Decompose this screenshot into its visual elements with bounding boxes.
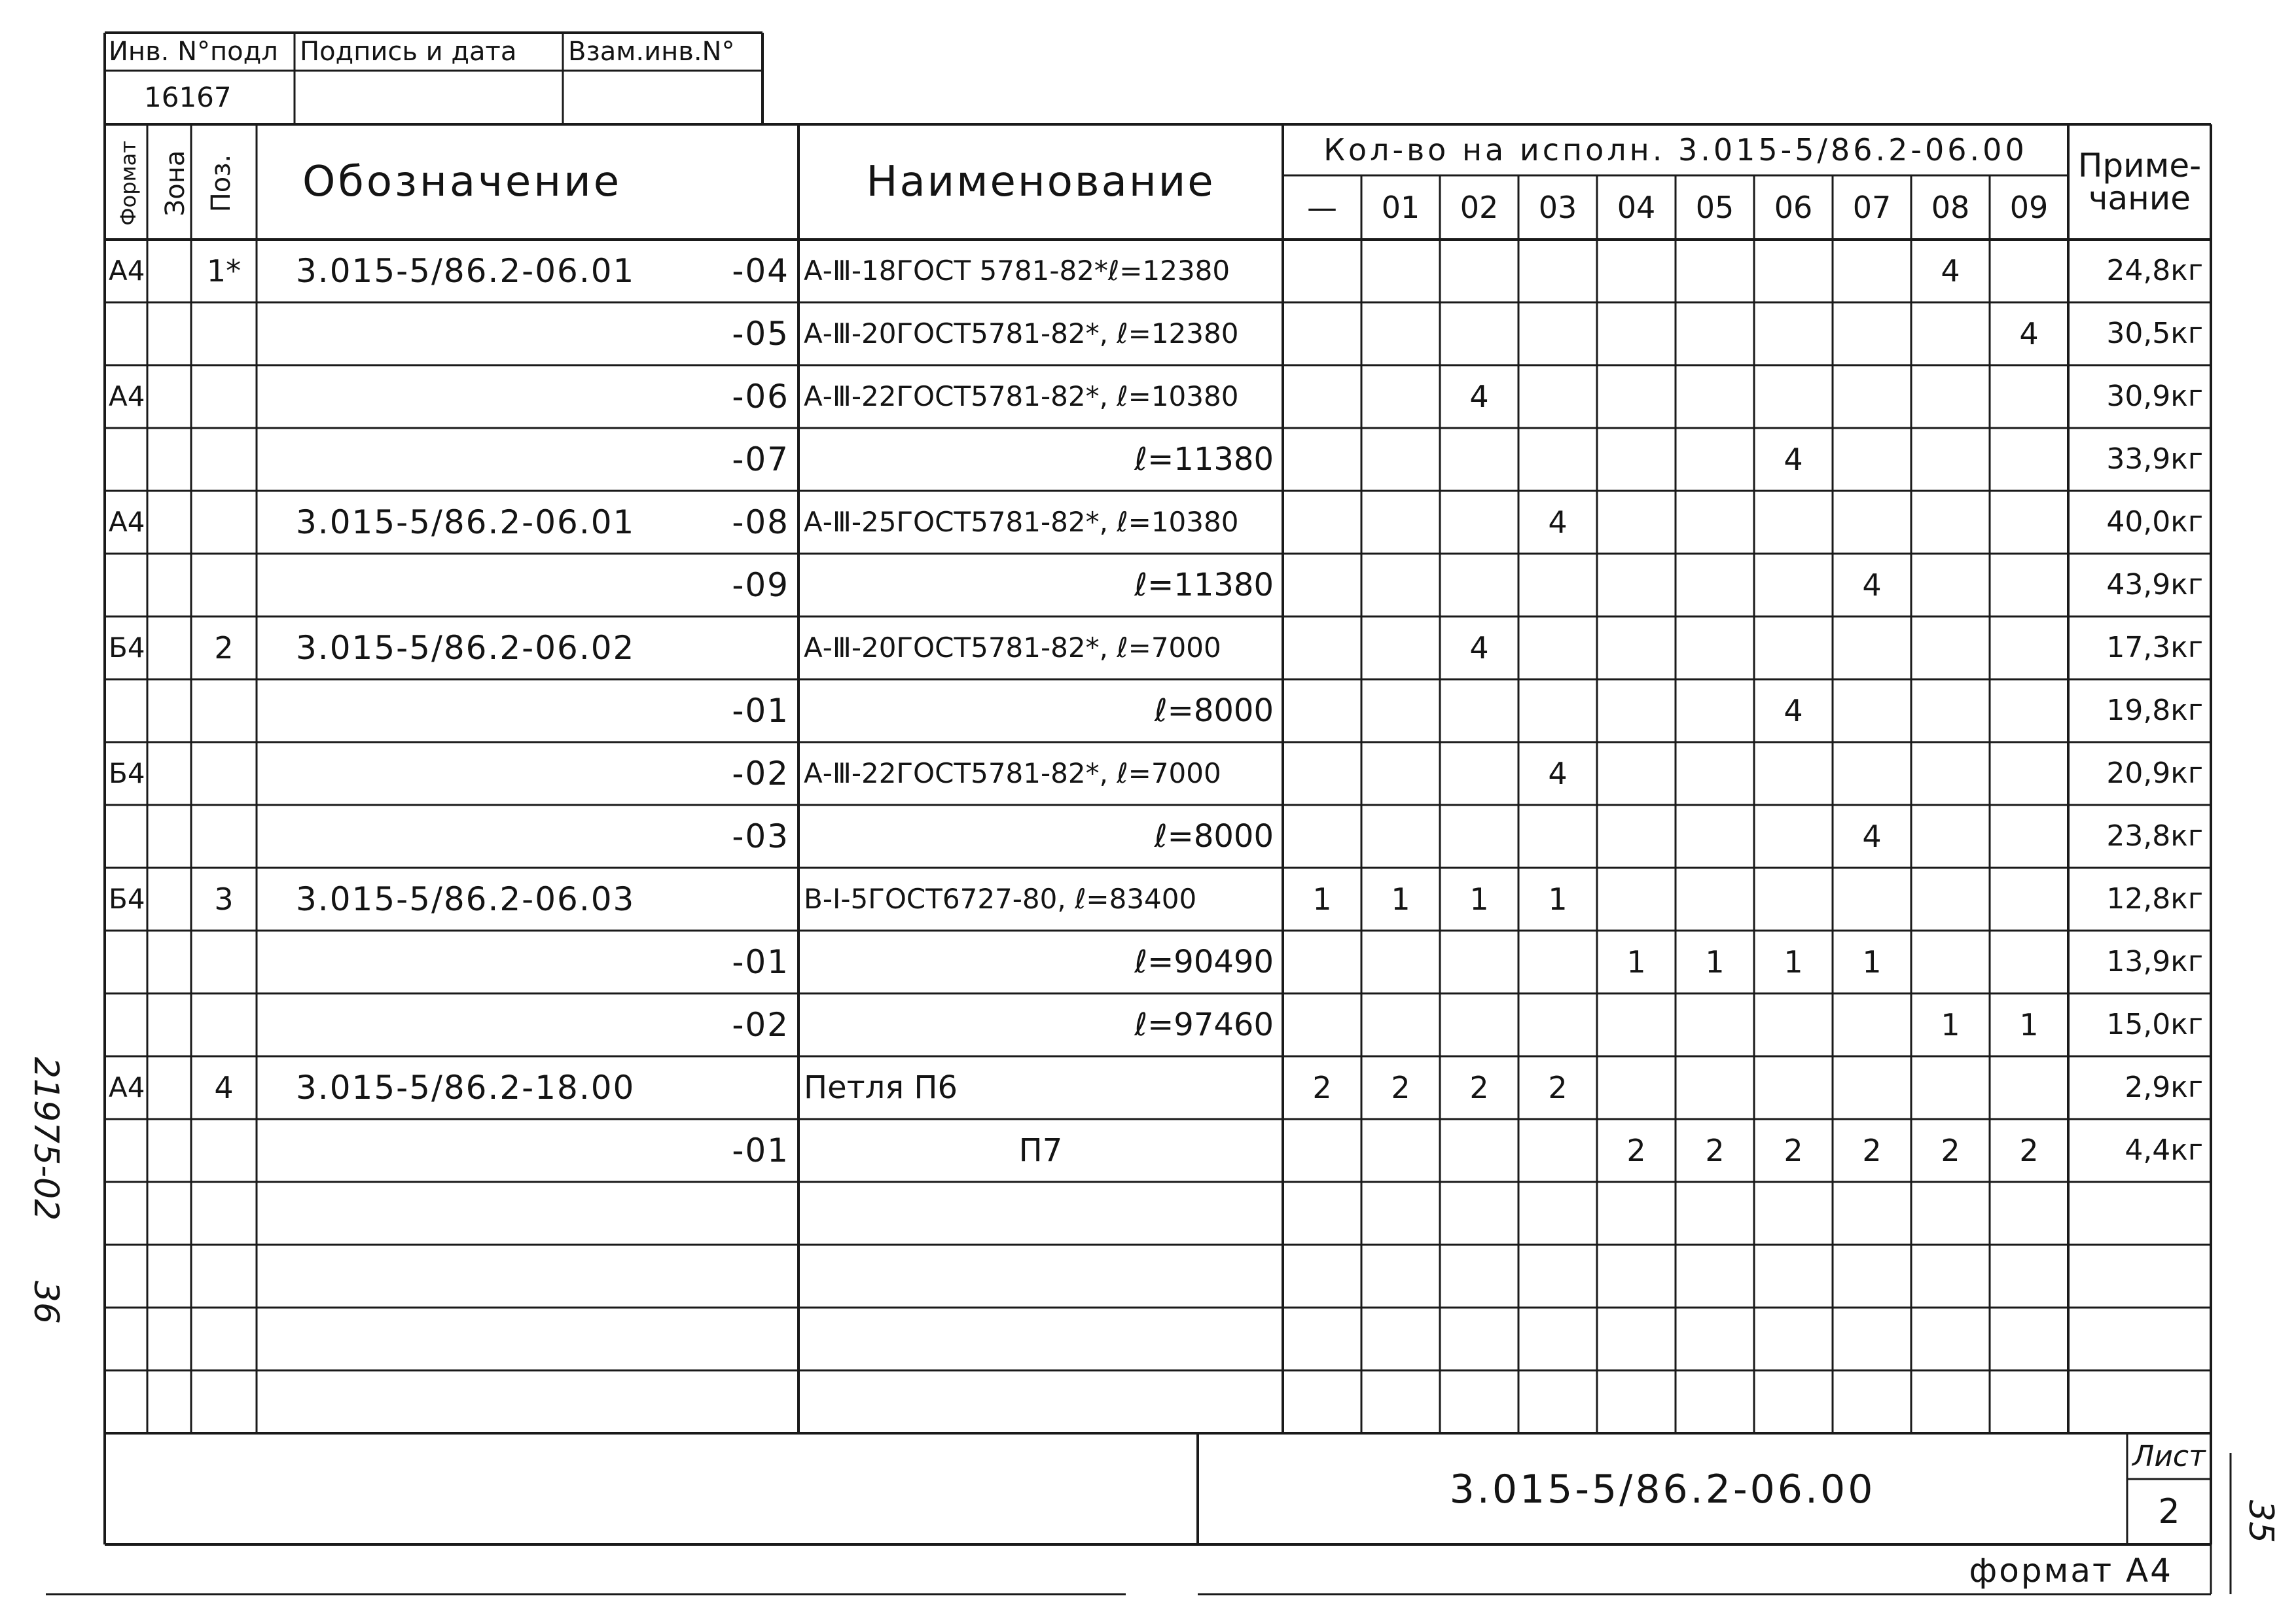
header-ispoln-7: 07 <box>1852 190 1892 225</box>
footer-list-label: Лист <box>2132 1440 2206 1473</box>
row-qty-2: 4 <box>1469 379 1489 414</box>
header-ispoln-6: 06 <box>1774 190 1813 225</box>
row-qty-9: 1 <box>2019 1007 2039 1043</box>
row-qty-6: 4 <box>1784 442 1803 477</box>
margin-left-page: 36 <box>26 1280 65 1325</box>
row-oboznachenie: 3.015-5/86.2-06.02 <box>296 629 636 667</box>
row-primechanie: 30,9кг <box>2106 380 2203 413</box>
row-primechanie: 4,4кг <box>2125 1133 2203 1167</box>
header-ispoln-1: 01 <box>1381 190 1420 225</box>
row-naimenovanie: В-I-5ГОСТ6727-80, ℓ=83400 <box>804 883 1197 915</box>
row-format: Б4 <box>109 883 145 915</box>
row-suffix: -02 <box>732 755 789 793</box>
row-qty-7: 4 <box>1862 567 1882 603</box>
row-qty-9: 2 <box>2019 1133 2039 1168</box>
row-suffix: -04 <box>732 252 789 290</box>
row-suffix: -01 <box>732 943 789 981</box>
row-oboznachenie: 3.015-5/86.2-18.00 <box>296 1069 636 1107</box>
row-qty-2: 4 <box>1469 630 1489 666</box>
row-qty-3: 2 <box>1548 1070 1568 1105</box>
row-poz: 1* <box>206 253 242 289</box>
row-qty-3: 4 <box>1548 756 1568 791</box>
row-naimenovanie: А-Ⅲ-22ГОСТ5781-82*, ℓ=7000 <box>804 757 1221 789</box>
row-qty-3: 1 <box>1548 882 1568 917</box>
header-ispoln-5: 05 <box>1695 190 1734 225</box>
row-poz: 4 <box>214 1070 234 1105</box>
row-format: Б4 <box>109 632 145 664</box>
header-ispoln-4: 04 <box>1617 190 1656 225</box>
footer-doc-code: 3.015-5/86.2-06.00 <box>1449 1467 1876 1512</box>
row-primechanie: 13,9кг <box>2106 945 2203 978</box>
header-prim: Приме-чание <box>2077 147 2202 217</box>
row-naimenovanie: ℓ=90490 <box>1134 944 1274 980</box>
header-zona: Зона <box>160 150 190 217</box>
header-ispoln-8: 08 <box>1931 190 1970 225</box>
row-primechanie: 2,9кг <box>2125 1071 2203 1104</box>
row-format: А4 <box>109 255 145 287</box>
row-suffix: -07 <box>732 440 789 478</box>
row-naimenovanie: ℓ=8000 <box>1154 692 1274 729</box>
row-qty-7: 4 <box>1862 819 1882 854</box>
row-qty-0: 1 <box>1312 882 1332 917</box>
row-primechanie: 19,8кг <box>2106 694 2203 727</box>
footer-list-number: 2 <box>2158 1492 2180 1531</box>
row-format: А4 <box>109 1071 145 1103</box>
header-oboznachenie: Обозначение <box>302 158 622 206</box>
row-primechanie: 24,8кг <box>2106 254 2203 287</box>
row-qty-8: 2 <box>1941 1133 1960 1168</box>
row-suffix: -09 <box>732 566 789 604</box>
row-suffix: -01 <box>732 692 789 730</box>
row-qty-9: 4 <box>2019 316 2039 351</box>
row-primechanie: 15,0кг <box>2106 1008 2203 1041</box>
row-naimenovanie: ℓ=11380 <box>1134 567 1274 603</box>
row-qty-4: 2 <box>1626 1133 1646 1168</box>
header-naimenovanie: Наименование <box>866 158 1215 206</box>
row-naimenovanie: А-Ⅲ-22ГОСТ5781-82*, ℓ=10380 <box>804 380 1239 412</box>
row-primechanie: 33,9кг <box>2106 442 2203 476</box>
row-qty-2: 1 <box>1469 882 1489 917</box>
header-kolvo: Кол-во на исполн. 3.015-5/86.2-06.00 <box>1323 132 2028 168</box>
row-qty-1: 2 <box>1391 1070 1410 1105</box>
row-suffix: -03 <box>732 817 789 855</box>
header-ispoln-0: — <box>1307 190 1337 225</box>
header-format: Формат <box>116 141 141 226</box>
stamp-inv-podl-value: 16167 <box>144 81 232 113</box>
row-qty-0: 2 <box>1312 1070 1332 1105</box>
row-qty-8: 4 <box>1941 253 1960 289</box>
row-oboznachenie: 3.015-5/86.2-06.01 <box>296 503 636 541</box>
header-ispoln-2: 02 <box>1460 190 1499 225</box>
header-ispoln-9: 09 <box>2009 190 2049 225</box>
row-qty-1: 1 <box>1391 882 1410 917</box>
margin-right-page: 35 <box>2241 1499 2280 1544</box>
row-qty-2: 2 <box>1469 1070 1489 1105</box>
row-qty-6: 4 <box>1784 693 1803 728</box>
header-poz: Поз. <box>206 154 236 213</box>
stamp-podpis-label: Подпись и дата <box>300 37 517 67</box>
row-naimenovanie: ℓ=97460 <box>1134 1007 1274 1043</box>
row-qty-4: 1 <box>1626 944 1646 980</box>
row-primechanie: 43,9кг <box>2106 568 2203 601</box>
row-poz: 2 <box>214 630 234 666</box>
row-qty-7: 1 <box>1862 944 1882 980</box>
row-qty-8: 1 <box>1941 1007 1960 1043</box>
row-suffix: -06 <box>732 378 789 416</box>
row-qty-5: 1 <box>1705 944 1725 980</box>
row-qty-3: 4 <box>1548 505 1568 540</box>
row-oboznachenie: 3.015-5/86.2-06.03 <box>296 880 636 918</box>
row-format: Б4 <box>109 757 145 789</box>
stamp-vzam-label: Взам.инв.N° <box>568 37 735 67</box>
row-qty-5: 2 <box>1705 1133 1725 1168</box>
row-primechanie: 40,0кг <box>2106 505 2203 539</box>
row-suffix: -02 <box>732 1006 789 1044</box>
row-qty-6: 2 <box>1784 1133 1803 1168</box>
row-naimenovanie: ℓ=8000 <box>1154 818 1274 855</box>
row-suffix: -08 <box>732 503 789 541</box>
row-format: А4 <box>109 506 145 538</box>
row-primechanie: 12,8кг <box>2106 882 2203 916</box>
row-suffix: -01 <box>732 1132 789 1169</box>
footer-format-label: формат А4 <box>1969 1552 2173 1590</box>
row-qty-6: 1 <box>1784 944 1803 980</box>
row-primechanie: 17,3кг <box>2106 631 2203 664</box>
row-primechanie: 23,8кг <box>2106 819 2203 853</box>
row-qty-7: 2 <box>1862 1133 1882 1168</box>
row-suffix: -05 <box>732 315 789 353</box>
margin-left-code: 21975-02 <box>26 1056 65 1221</box>
stamp-inv-podl-label: Инв. N°подл <box>109 37 278 67</box>
row-primechanie: 20,9кг <box>2106 757 2203 790</box>
header-ispoln-3: 03 <box>1538 190 1577 225</box>
row-primechanie: 30,5кг <box>2106 317 2203 350</box>
row-naimenovanie: А-Ⅲ-20ГОСТ5781-82*, ℓ=12380 <box>804 317 1239 349</box>
row-poz: 3 <box>214 882 234 917</box>
row-naimenovanie: А-Ⅲ-20ГОСТ5781-82*, ℓ=7000 <box>804 632 1221 664</box>
row-naimenovanie: А-Ⅲ-18ГОСТ 5781-82*ℓ=12380 <box>804 255 1230 287</box>
row-naimenovanie: ℓ=11380 <box>1134 441 1274 478</box>
row-oboznachenie: 3.015-5/86.2-06.01 <box>296 252 636 290</box>
row-naimenovanie: А-Ⅲ-25ГОСТ5781-82*, ℓ=10380 <box>804 506 1239 538</box>
row-format: А4 <box>109 380 145 412</box>
row-naimenovanie: П7 <box>1018 1132 1063 1169</box>
row-naimenovanie: Петля П6 <box>804 1069 958 1106</box>
